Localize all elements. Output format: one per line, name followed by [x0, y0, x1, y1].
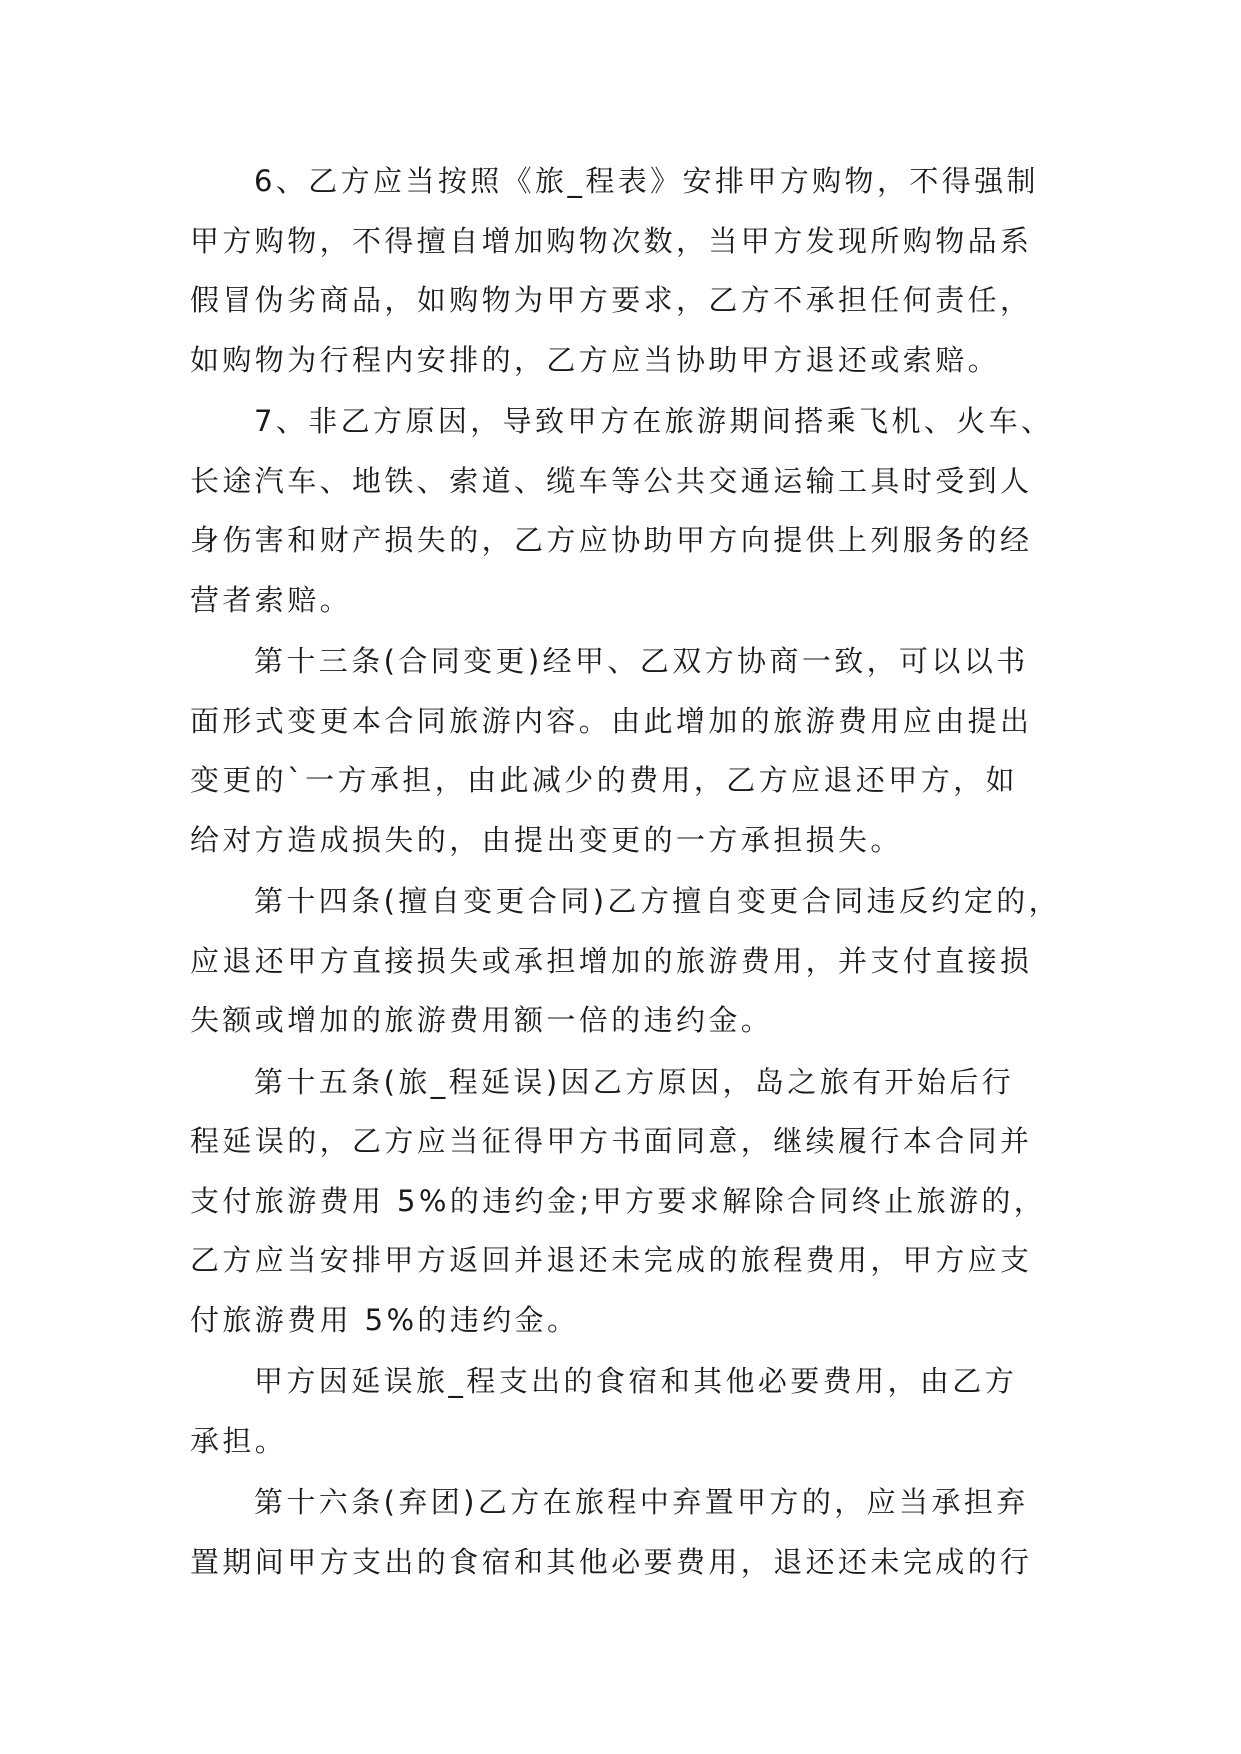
paragraph-delay-expenses — [190, 1352, 1060, 1471]
text-line: 应退还甲方直接损失或承担增加的旅游费用，并支付直接损 — [190, 943, 1033, 978]
text-line: 如购物为行程内安排的，乙方应当协助甲方退还或索赔。 — [190, 342, 1001, 377]
text-line: 假冒伪劣商品，如购物为甲方要求，乙方不承担任何责任， — [190, 283, 1033, 317]
text-line: 甲方购物，不得擅自增加购物次数，当甲方发现所购物品系 — [190, 223, 1033, 258]
text-line: 程延误的，乙方应当征得甲方书面同意，继续履行本合同并 — [190, 1124, 1033, 1158]
text-line: 承担。 — [190, 1423, 288, 1458]
text-line: 7、非乙方原因，导致甲方在旅游期间搭乘飞机、火车、 — [254, 404, 1054, 438]
document-page — [190, 152, 1060, 1594]
text-line: 面形式变更本合同旅游内容。由此增加的旅游费用应由提出 — [190, 703, 1033, 738]
text-line: 营者索赔。 — [190, 582, 353, 617]
paragraph-item-6 — [190, 152, 1060, 390]
text-line: 付旅游费用 5%的违约金。 — [190, 1302, 580, 1337]
text-line: 第十三条(合同变更)经甲、乙双方协商一致，可以以书 — [254, 644, 1029, 678]
text-line: 第十五条(旅_程延误)因乙方原因，岛之旅有开始后行 — [254, 1064, 1015, 1099]
text-line: 失额或增加的旅游费用额一倍的违约金。 — [190, 1003, 774, 1037]
text-line: 第十四条(擅自变更合同)乙方擅自变更合同违反约定的， — [254, 884, 1062, 918]
paragraph-item-7 — [190, 392, 1060, 630]
text-line: 置期间甲方支出的食宿和其他必要费用，退还还未完成的行 — [190, 1544, 1033, 1579]
paragraph-article-16 — [190, 1473, 1060, 1592]
text-line: 乙方应当安排甲方返回并退还未完成的旅程费用，甲方应支 — [190, 1243, 1033, 1277]
text-line: 身伤害和财产损失的，乙方应协助甲方向提供上列服务的经 — [190, 523, 1033, 557]
text-line: 变更的`一方承担，由此减少的费用，乙方应退还甲方，如 — [190, 763, 1018, 797]
paragraph-article-13 — [190, 632, 1060, 870]
text-line: 甲方因延误旅_程支出的食宿和其他必要费用，由乙方 — [254, 1364, 1018, 1398]
text-line: 给对方造成损失的，由提出变更的一方承担损失。 — [190, 822, 903, 857]
text-line: 6、乙方应当按照《旅_程表》安排甲方购物，不得强制 — [254, 164, 1039, 198]
text-line: 第十六条(弃团)乙方在旅程中弃置甲方的，应当承担弃 — [254, 1485, 1029, 1519]
paragraph-article-14 — [190, 872, 1060, 1051]
paragraph-article-15 — [190, 1053, 1060, 1351]
text-line: 长途汽车、地铁、索道、缆车等公共交通运输工具时受到人 — [190, 463, 1033, 498]
text-line: 支付旅游费用 5%的违约金;甲方要求解除合同终止旅游的， — [190, 1183, 1047, 1218]
